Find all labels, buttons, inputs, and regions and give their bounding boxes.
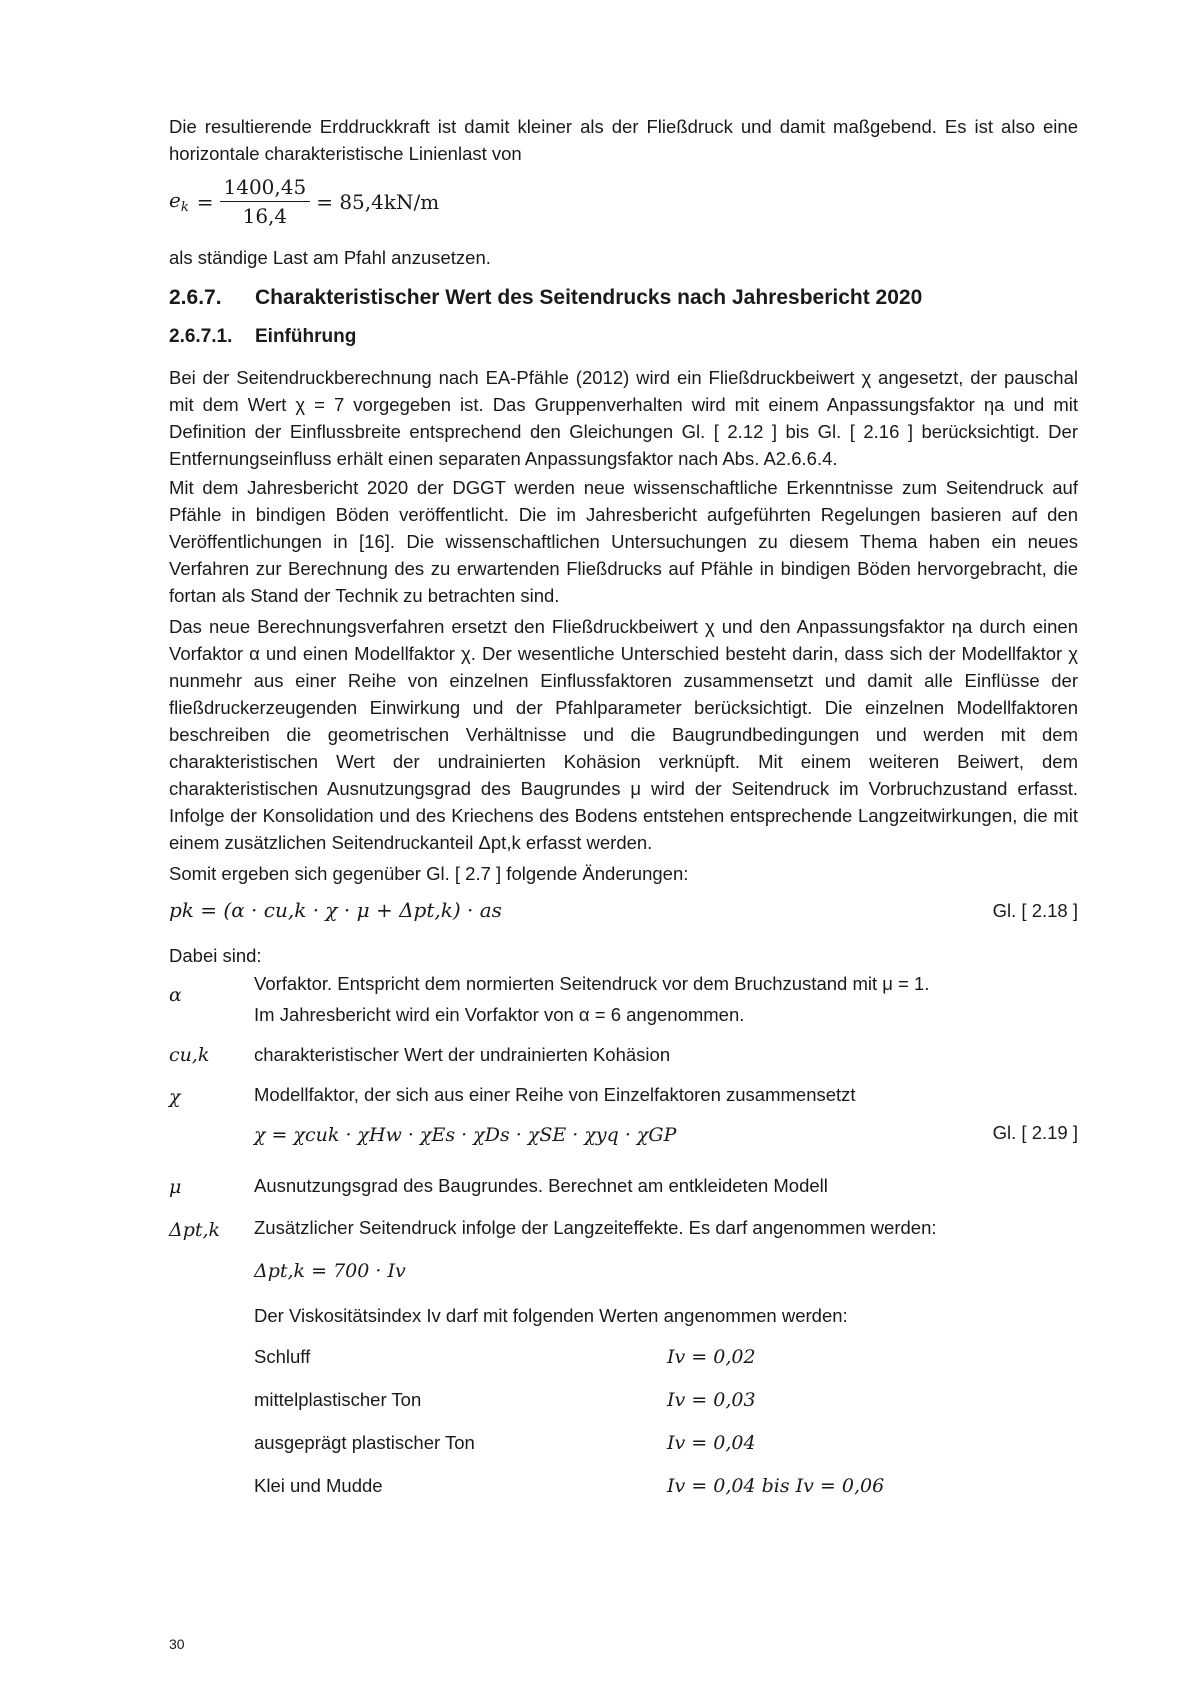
def-alpha-line2: Im Jahresbericht wird ein Vorfaktor von α = 6 angenommen.	[254, 1004, 745, 1025]
after-equation	[169, 244, 1078, 271]
def-alpha-symbol: α	[169, 984, 182, 1006]
soil-row-4-name: Klei und Mudde	[254, 1475, 383, 1496]
intro-text: Die resultierende Erddruckkraft ist damit kleiner als der Fließdruck und damit maßgebend. Es ist also eine horizontale charakteristische Linienlast von	[169, 116, 1078, 164]
page-number: 30	[169, 1636, 185, 1652]
def-dp-text: Zusätzlicher Seitendruck infolge der Langzeiteffekte. Es darf angenommen werden:	[254, 1217, 937, 1238]
section-number: 2.6.7.	[169, 286, 222, 309]
dabei-label	[169, 942, 1078, 969]
paragraph-3	[169, 613, 1078, 856]
paragraph-4	[169, 860, 1078, 887]
ek-numerator: 1400,45	[220, 175, 311, 202]
soil-row-1-value: Iv = 0,02	[667, 1346, 756, 1368]
soil-row-2-name: mittelplastischer Ton	[254, 1389, 422, 1410]
def-cuk-symbol: cu,k	[169, 1044, 210, 1066]
soil-row-1-name: Schluff	[254, 1346, 311, 1367]
def-chi-equation-number: Gl. [ 2.19 ]	[992, 1122, 1078, 1143]
subsection-heading	[169, 326, 1078, 348]
equation-pk: pk = (α · cu,k · χ · μ + Δpt,k) · as	[169, 898, 502, 922]
ek-denominator: 16,4	[242, 204, 288, 228]
paragraph-3-text: Das neue Berechnungsverfahren ersetzt den Fließdruckbeiwert χ und den Anpassungsfaktor ηa durch einen Vorfaktor α und einen Modellfaktor χ. Der wesentliche Unterschied besteht darin, dass sich der Modellfaktor χ nunmehr aus einer Reihe von einzelnen Einflussfaktoren zusammensetzt und damit alle Einflüsse der fließdruckerzeugenden Einwirkung und der Pfahlparameter berücksichtigt. Die einzelnen Modellfaktoren beschreiben die geometrischen Verhältnisse und die Baugrundbedingungen und werden mit dem charakteristischen Wert der undrainierten Kohäsion verknüpft. Mit einem weiteren Beiwert, dem charakteristischen Ausnutzungsgrad des Baugrundes μ wird der Seitendruck im Vorbruchzustand erfasst. Infolge der Konsolidation und des Kriechens des Bodens entstehen entsprechende Langzeitwirkungen, die mit einem zusätzlichen Seitendruckanteil Δpt,k erfasst werden.	[169, 616, 1078, 853]
soil-row-4-value: Iv = 0,04 bis Iv = 0,06	[667, 1475, 885, 1497]
ek-fraction	[220, 175, 311, 228]
equation-pk-number: Gl. [ 2.18 ]	[992, 900, 1078, 921]
dabei-text: Dabei sind:	[169, 945, 262, 966]
subsection-number: 2.6.7.1.	[169, 326, 233, 347]
equation-ek: $e_k$ = $\frac{1400,45}{16,4}$ = 85,4kN/m	[169, 175, 440, 228]
def-dp-visc-intro: Der Viskositätsindex Iv darf mit folgenden Werten angenommen werden:	[254, 1305, 848, 1326]
paragraph-2	[169, 474, 1078, 609]
after-equation-text: als ständige Last am Pfahl anzusetzen.	[169, 247, 491, 268]
ek-lhs: e	[169, 188, 181, 212]
def-dp-symbol: Δpt,k	[169, 1219, 221, 1241]
paragraph-2-text: Mit dem Jahresbericht 2020 der DGGT werden neue wissenschaftliche Erkenntnisse zum Seitendruck auf Pfähle in bindigen Böden veröffentlicht. Die im Jahresbericht aufgeführten Regelungen basieren auf den Veröffentlichungen in [16]. Die wissenschaftlichen Untersuchungen zu diesem Thema haben ein neues Verfahren zur Berechnung des zu erwartenden Fließdrucks auf Pfähle in bindigen Böden hervorgebracht, die fortan als Stand der Technik zu betrachten sind.	[169, 477, 1078, 606]
soil-row-3-value: Iv = 0,04	[667, 1432, 756, 1454]
section-title: Charakteristischer Wert des Seitendrucks nach Jahresbericht 2020	[255, 286, 923, 309]
paragraph-1-text: Bei der Seitendruckberechnung nach EA-Pfähle (2012) wird ein Fließdruckbeiwert χ angesetzt, der pauschal mit dem Wert χ = 7 vorgegeben ist. Das Gruppenverhalten wird mit einem Anpassungsfaktor ηa und mit Definition der Einflussbreite entsprechend den Gleichungen Gl. [ 2.12 ] bis Gl. [ 2.16 ] berücksichtigt. Der Entfernungseinfluss erhält einen separaten Anpassungsfaktor nach Abs. A2.6.6.4.	[169, 367, 1078, 469]
ek-lhs-sub: k	[180, 200, 189, 215]
def-mu-text: Ausnutzungsgrad des Baugrundes. Berechnet am entkleideten Modell	[254, 1175, 828, 1196]
def-alpha-line1: Vorfaktor. Entspricht dem normierten Seitendruck vor dem Bruchzustand mit μ = 1.	[254, 973, 930, 994]
def-chi-text: Modellfaktor, der sich aus einer Reihe von Einzelfaktoren zusammensetzt	[254, 1084, 856, 1105]
paragraph-4-text: Somit ergeben sich gegenüber Gl. [ 2.7 ] folgende Änderungen:	[169, 863, 689, 884]
def-chi-symbol: χ	[169, 1086, 181, 1108]
intro-paragraph	[169, 113, 1078, 167]
subsection-title: Einführung	[255, 326, 357, 347]
ek-result: = 85,4kN/m	[316, 189, 440, 214]
def-dp-equation: Δpt,k = 700 · Iv	[254, 1260, 406, 1282]
section-heading	[169, 286, 1078, 310]
paragraph-1	[169, 364, 1078, 472]
soil-row-2-value: Iv = 0,03	[667, 1389, 756, 1411]
def-cuk-text: charakteristischer Wert der undrainierten Kohäsion	[254, 1044, 671, 1065]
soil-row-3-name: ausgeprägt plastischer Ton	[254, 1432, 475, 1453]
def-chi-equation: χ = χcuk · χHw · χEs · χDs · χSE · χyq · χGP	[254, 1124, 677, 1146]
def-mu-symbol: μ	[169, 1176, 182, 1198]
